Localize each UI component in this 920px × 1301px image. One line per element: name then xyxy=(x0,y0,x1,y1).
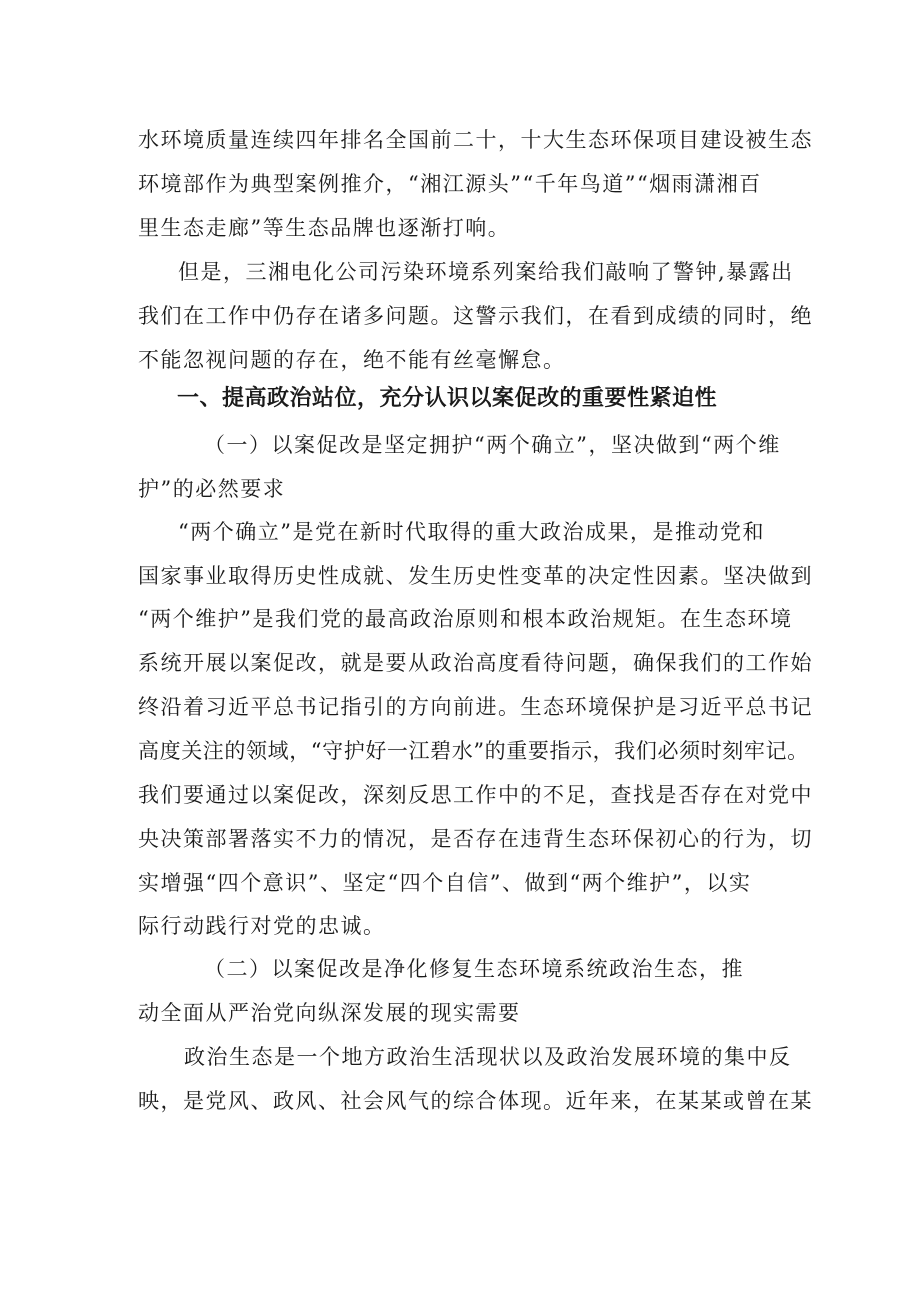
subheading-1-line-2: 护”的必然要求 xyxy=(138,477,286,501)
intro-line-3: 里生态走廊”等生态品牌也逐渐打响。 xyxy=(138,216,511,240)
intro-line-2: 环境部作为典型案例推介，“湘江源头”“千年鸟道”“烟雨潇湘百 xyxy=(138,172,762,196)
subheading-1-line-1: （一）以案促改是坚定拥护“两个确立”，坚决做到“两个维 xyxy=(204,433,781,457)
sub1-body-line-3: “两个维护”是我们党的最高政治原则和根本政治规矩。在生态环境 xyxy=(138,607,793,631)
sub1-body-line-1: “两个确立”是党在新时代取得的重大政治成果，是推动党和 xyxy=(178,520,765,544)
sub1-body-line-2: 国家事业取得历史性成就、发生历史性变革的决定性因素。坚决做到 xyxy=(138,564,813,588)
warning-line-2: 我们在工作中仍存在诸多问题。这警示我们，在看到成绩的同时，绝 xyxy=(138,304,813,328)
warning-line-3: 不能忽视问题的存在，绝不能有丝毫懈怠。 xyxy=(138,348,566,372)
subheading-2-line-1: （二）以案促改是净化修复生态环境系统政治生态，推 xyxy=(204,957,744,981)
sub1-body-line-6: 高度关注的领域，“守护好一江碧水”的重要指示，我们必须时刻牢记。 xyxy=(138,739,809,763)
sub1-body-line-5: 终沿着习近平总书记指引的方向前进。生态环境保护是习近平总书记 xyxy=(138,695,813,719)
sub1-body-line-8: 央决策部署落实不力的情况，是否存在违背生态环保初心的行为，切 xyxy=(138,827,813,851)
section-heading-1: 一、提高政治站位，充分认识以案促改的重要性紧迫性 xyxy=(177,386,718,411)
sub1-body-line-9: 实增强“四个意识”、坚定“四个自信”、做到“两个维护”，以实 xyxy=(138,871,752,895)
intro-line-1: 水环境质量连续四年排名全国前二十，十大生态环保项目建设被生态 xyxy=(138,128,813,152)
subheading-2-line-2: 动全面从严治党向纵深发展的现实需要 xyxy=(138,1001,521,1025)
warning-line-1: 但是，三湘电化公司污染环境系列案给我们敲响了警钟,暴露出 xyxy=(178,260,794,284)
sub2-body-line-2: 映，是党风、政风、社会风气的综合体现。近年来，在某某或曾在某 xyxy=(138,1089,813,1113)
sub1-body-line-4: 系统开展以案促改，就是要从政治高度看待问题，确保我们的工作始 xyxy=(138,651,813,675)
sub2-body-line-1: 政治生态是一个地方政治生活现状以及政治发展环境的集中反 xyxy=(184,1045,792,1069)
sub1-body-line-10: 际行动践行对党的忠诚。 xyxy=(138,914,386,938)
sub1-body-line-7: 我们要通过以案促改，深刻反思工作中的不足，查找是否存在对党中 xyxy=(138,783,813,807)
